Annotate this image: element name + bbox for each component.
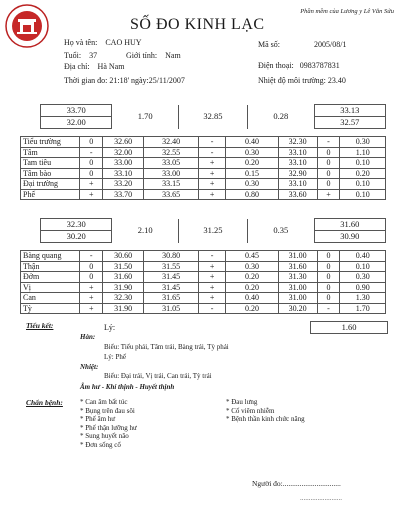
address-label: Địa chỉ: (64, 62, 90, 71)
meridian-cell: 0 (80, 158, 103, 169)
meridian-cell: 0.20 (226, 272, 278, 283)
upper-meridian-table (20, 136, 386, 200)
meridian-cell: - (80, 147, 103, 158)
measure-time-row (64, 76, 185, 85)
meridian-cell: 33.10 (278, 158, 317, 169)
meridian-row (21, 261, 386, 272)
meridian-cell: 31.45 (144, 282, 199, 293)
meridian-row (21, 179, 386, 190)
diagnosis-list-left (80, 398, 137, 450)
meridian-cell: 1.10 (340, 147, 386, 158)
meridian-cell: 31.00 (278, 293, 317, 304)
meridian-cell: 33.65 (144, 189, 199, 200)
meridian-cell: + (80, 179, 103, 190)
meridian-cell: 31.05 (144, 303, 199, 314)
measure-time: 21:18' ngày:25/11/2007 (109, 76, 185, 85)
clinic-logo (5, 4, 49, 48)
han-detail: Biểu: Tiểu phải, Tâm trái, Bàng trái, Tỳ phải (104, 343, 229, 351)
patient-gender-row (126, 51, 181, 60)
meridian-cell: 31.30 (278, 272, 317, 283)
meridian-cell: + (198, 282, 225, 293)
meridian-name: Tiểu trường (21, 137, 80, 148)
meridian-cell: 0.90 (340, 282, 386, 293)
meridian-cell: 33.15 (144, 179, 199, 190)
meridian-cell: 0.30 (226, 147, 278, 158)
meridian-cell: 33.10 (278, 179, 317, 190)
diagnosis-item: * Bụng trên đau sôi (80, 406, 135, 415)
meridian-cell: 33.10 (278, 147, 317, 158)
patient-name: CAO HUY (105, 38, 142, 47)
signer-line: Người đo:............................... (252, 479, 341, 488)
meridian-cell: + (198, 293, 225, 304)
summary-label: Tiểu kết: (26, 321, 54, 330)
meridian-cell: - (198, 251, 225, 262)
meridian-cell: 0 (80, 137, 103, 148)
summary-value: 1.70 (112, 105, 179, 129)
meridian-cell: + (198, 179, 225, 190)
conclusion: Âm hư - Khí thịnh - Huyết thịnh (80, 383, 175, 391)
nhiet-label: Nhiệt: (80, 363, 99, 371)
meridian-cell: 32.40 (144, 137, 199, 148)
meridian-row (21, 158, 386, 169)
meridian-cell: - (198, 137, 225, 148)
patient-address: Hà Nam (97, 62, 125, 71)
lower-meridian-table (20, 250, 386, 314)
ly-label: Lý: (104, 323, 116, 332)
meridian-cell: 0.30 (226, 261, 278, 272)
meridian-name: Đởm (21, 272, 80, 283)
meridian-cell: 32.30 (103, 293, 144, 304)
meridian-cell: 31.50 (103, 261, 144, 272)
meridian-cell: + (80, 293, 103, 304)
meridian-cell: - (317, 303, 340, 314)
meridian-cell: 33.70 (103, 189, 144, 200)
summary-value: 32.57 (314, 117, 385, 129)
meridian-cell: 33.00 (144, 168, 199, 179)
meridian-row (21, 282, 386, 293)
meridian-cell: + (80, 282, 103, 293)
meridian-cell: 0.10 (340, 189, 386, 200)
meridian-name: Phế (21, 189, 80, 200)
meridian-cell: 31.90 (103, 282, 144, 293)
meridian-name: Tỳ (21, 303, 80, 314)
summary-value: 32.30 (41, 219, 112, 231)
summary-value: 33.70 (41, 105, 112, 117)
meridian-cell: 0 (317, 261, 340, 272)
meridian-cell: 0.20 (226, 303, 278, 314)
meridian-cell: 1.70 (340, 303, 386, 314)
meridian-cell: 0.20 (226, 158, 278, 169)
meridian-cell: 31.45 (144, 272, 199, 283)
meridian-row (21, 168, 386, 179)
meridian-name: Tam tiêu (21, 158, 80, 169)
diagnosis-item: * Cố viêm nhiễm (226, 406, 275, 415)
meridian-cell: 0.30 (226, 179, 278, 190)
summary-value: 2.10 (112, 219, 179, 243)
meridian-cell: 0 (80, 168, 103, 179)
meridian-cell: + (198, 189, 225, 200)
meridian-name: Thận (21, 261, 80, 272)
meridian-cell: 31.60 (103, 272, 144, 283)
nhiet-detail: Biểu: Đại trái, Vị trái, Can trái, Tỳ trái (104, 372, 212, 380)
patient-age: 37 (89, 51, 98, 60)
patient-name-row (64, 38, 142, 47)
diagnosis-item: * Phế âm hư (80, 415, 116, 424)
meridian-cell: 32.55 (144, 147, 199, 158)
meridian-cell: 0 (317, 251, 340, 262)
meridian-cell: 33.00 (103, 158, 144, 169)
meridian-cell: - (198, 303, 225, 314)
meridian-cell: - (198, 147, 225, 158)
meridian-cell: + (198, 272, 225, 283)
meridian-cell: - (80, 251, 103, 262)
meridian-cell: 32.60 (103, 137, 144, 148)
software-credit: Phần mềm của Lương y Lê Văn Sửu (300, 8, 394, 15)
han-label: Hàn: (80, 333, 96, 341)
meridian-cell: 0 (317, 147, 340, 158)
meridian-row (21, 272, 386, 283)
meridian-cell: 32.90 (278, 168, 317, 179)
summary-value: 31.25 (178, 219, 247, 243)
summary-value: 0.28 (247, 105, 314, 129)
meridian-cell: 0.40 (226, 137, 278, 148)
phone-value: 0983787831 (299, 61, 340, 70)
temperature-row (258, 76, 346, 85)
phone-row (258, 61, 340, 70)
meridian-cell: 0.40 (226, 293, 278, 304)
meridian-cell: 0.15 (226, 168, 278, 179)
meridian-cell: 0 (317, 158, 340, 169)
meridian-cell: 31.90 (103, 303, 144, 314)
meridian-row (21, 293, 386, 304)
meridian-cell: 0.20 (340, 168, 386, 179)
meridian-cell: 0.10 (340, 261, 386, 272)
lower-summary-table (40, 218, 386, 243)
meridian-cell: 31.60 (278, 261, 317, 272)
summary-value: 32.00 (41, 117, 112, 129)
meridian-cell: 0 (317, 168, 340, 179)
meridian-name: Tâm (21, 147, 80, 158)
meridian-cell: 33.05 (144, 158, 199, 169)
diagnosis-item: * Sung huyết não (80, 432, 129, 441)
ly-phe: Lý: Phế (104, 353, 126, 361)
patient-gender: Nam (165, 51, 181, 60)
meridian-cell: 0.45 (226, 251, 278, 262)
meridian-cell: 0.10 (340, 158, 386, 169)
summary-value: 32.85 (178, 105, 247, 129)
meridian-cell: 0 (317, 179, 340, 190)
meridian-cell: 31.00 (278, 282, 317, 293)
meridian-row (21, 303, 386, 314)
summary-value: 30.20 (41, 231, 112, 243)
meridian-cell: 30.20 (278, 303, 317, 314)
patient-address-row (64, 62, 124, 71)
meridian-cell: + (198, 261, 225, 272)
meridian-cell: 33.60 (278, 189, 317, 200)
diagnosis-item: * Phế thận lưỡng hư (80, 423, 137, 432)
meridian-cell: 30.80 (144, 251, 199, 262)
page-title: SỐ ĐO KINH LẠC (130, 16, 265, 33)
meridian-cell: 1.30 (340, 293, 386, 304)
summary-value: 0.35 (247, 219, 314, 243)
meridian-cell: 0.80 (226, 189, 278, 200)
diagnosis-label: Chẩn bệnh: (26, 398, 63, 407)
meridian-name: Can (21, 293, 80, 304)
meridian-name: Bàng quang (21, 251, 80, 262)
signature-line: ........................ (300, 494, 342, 502)
meridian-name: Đại trường (21, 179, 80, 190)
meridian-name: Vị (21, 282, 80, 293)
meridian-cell: 0.10 (340, 179, 386, 190)
meridian-cell: 0 (317, 293, 340, 304)
summary-value: 31.60 (314, 219, 385, 231)
meridian-cell: 0 (317, 282, 340, 293)
meridian-row (21, 251, 386, 262)
code-label: Mã số: (258, 40, 280, 49)
temperature-value: 23.40 (327, 76, 346, 85)
temperature-label: Nhiệt độ môi trường: (258, 76, 326, 85)
summary-value: 33.13 (314, 105, 385, 117)
meridian-cell: 30.60 (103, 251, 144, 262)
meridian-cell: 31.00 (278, 251, 317, 262)
meridian-cell: + (198, 168, 225, 179)
meridian-name: Tâm bào (21, 168, 80, 179)
meridian-row (21, 137, 386, 148)
phone-label: Điện thoại: (258, 61, 294, 70)
meridian-row (21, 147, 386, 158)
summary-value: 30.90 (314, 231, 385, 243)
meridian-cell: 0.30 (340, 137, 386, 148)
meridian-cell: 0.20 (226, 282, 278, 293)
meridian-cell: + (80, 303, 103, 314)
code-row (258, 40, 346, 49)
meridian-cell: + (80, 189, 103, 200)
meridian-cell: 31.65 (144, 293, 199, 304)
meridian-cell: 33.10 (103, 168, 144, 179)
meridian-row (21, 189, 386, 200)
meridian-cell: + (198, 158, 225, 169)
age-label: Tuổi: (64, 51, 82, 60)
meridian-cell: 0 (80, 261, 103, 272)
diagnosis-item: * Bệnh thần kinh chức năng (226, 415, 305, 424)
meridian-cell: 0.30 (340, 272, 386, 283)
name-label: Họ và tên: (64, 38, 98, 47)
meridian-cell: + (317, 189, 340, 200)
diagnosis-item: * Đau lưng (226, 398, 258, 406)
time-label: Thời gian đo: (64, 76, 108, 85)
meridian-cell: 31.55 (144, 261, 199, 272)
meridian-cell: 0 (80, 272, 103, 283)
meridian-cell: 0 (317, 272, 340, 283)
gender-label: Giới tính: (126, 51, 158, 60)
meridian-cell: 32.30 (278, 137, 317, 148)
diagnosis-list-right (226, 398, 305, 424)
diagnosis-item: * Can âm bất túc (80, 398, 128, 406)
diagnosis-item: * Đơn sống cổ (80, 440, 121, 449)
upper-summary-table (40, 104, 386, 129)
record-code: 2005/08/1 (314, 40, 347, 49)
meridian-cell: 0.40 (340, 251, 386, 262)
ly-value: 1.60 (310, 321, 388, 334)
meridian-cell: - (317, 137, 340, 148)
patient-age-row (64, 51, 97, 60)
meridian-cell: 32.00 (103, 147, 144, 158)
meridian-cell: 33.20 (103, 179, 144, 190)
